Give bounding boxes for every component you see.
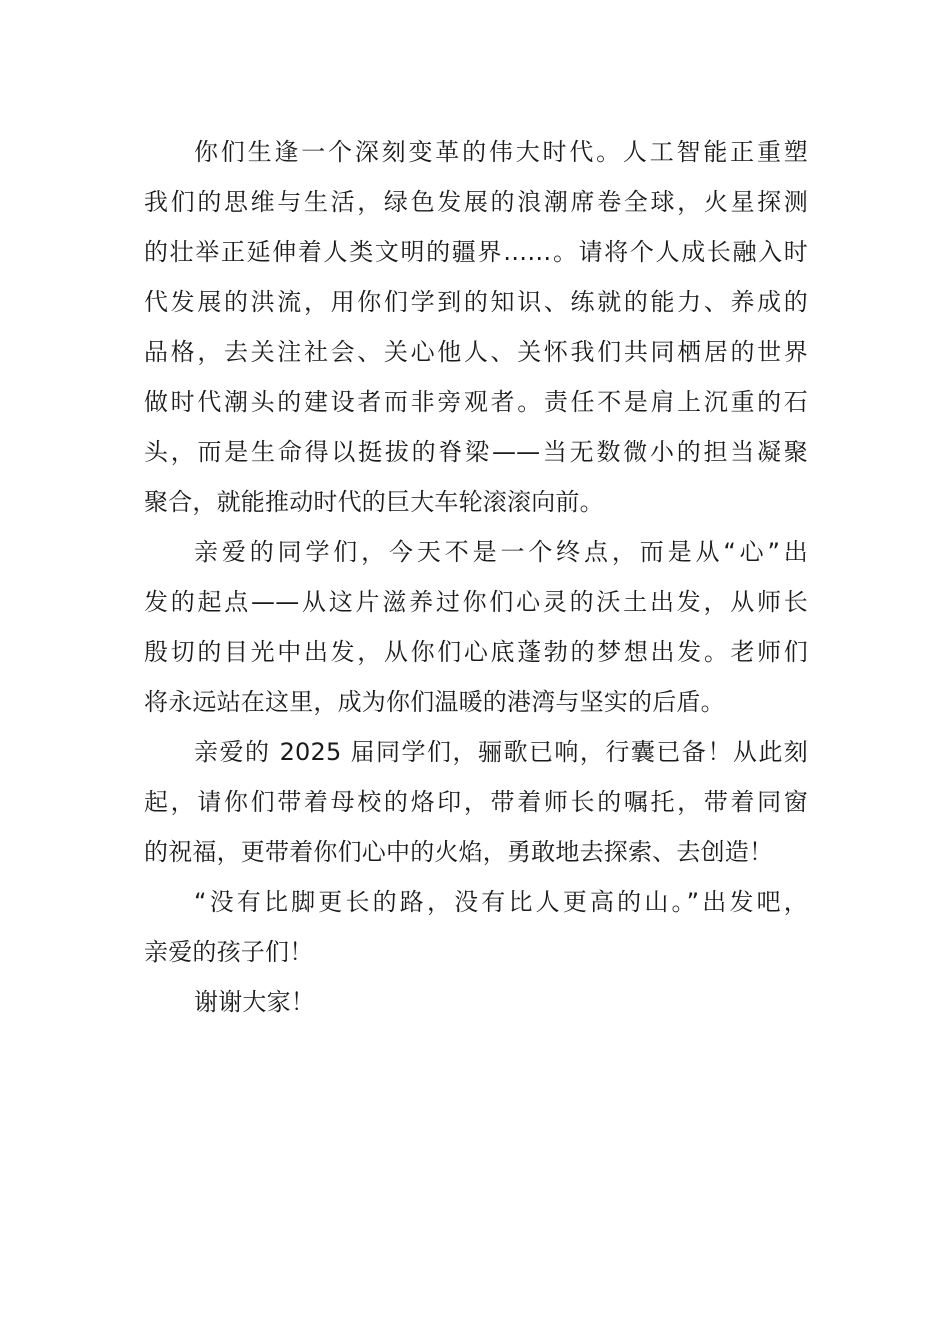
paragraph-line: 起，请你们带着母校的烙印，带着师长的嘱托，带着同窗: [144, 788, 808, 816]
paragraph-line: “没有比脚更长的路，没有比人更高的山。”出发吧，: [194, 888, 808, 916]
paragraph-closing: [144, 977, 808, 1027]
paragraph-line: 亲爱的 2025 届同学们，骊歌已响，行囊已备！从此刻: [194, 738, 808, 766]
paragraph-line: 聚合，就能推动时代的巨大车轮滚滚向前。: [144, 488, 604, 516]
paragraph-line: 谢谢大家！: [194, 988, 315, 1016]
paragraph-era: [144, 127, 808, 527]
paragraph-class-2025: [144, 727, 808, 877]
paragraph-quote: [144, 877, 808, 977]
paragraph-line: 头，而是生命得以挺拔的脊梁——当无数微小的担当凝聚: [144, 438, 808, 466]
paragraph-line: 你们生逢一个深刻变革的伟大时代。人工智能正重塑: [194, 138, 808, 166]
paragraph-line: 亲爱的孩子们！: [144, 938, 314, 966]
paragraph-departure: [144, 527, 808, 727]
paragraph-line: 我们的思维与生活，绿色发展的浪潮席卷全球，火星探测: [144, 188, 808, 216]
paragraph-line: 品格，去关注社会、关心他人、关怀我们共同栖居的世界: [144, 338, 808, 366]
paragraph-line: 做时代潮头的建设者而非旁观者。责任不是肩上沉重的石: [144, 388, 808, 416]
paragraph-line: 将永远站在这里，成为你们温暖的港湾与坚实的后盾。: [144, 688, 725, 716]
document-body: [144, 127, 808, 1027]
paragraph-line: 亲爱的同学们，今天不是一个终点，而是从“心”出: [194, 538, 808, 566]
paragraph-line: 的壮举正延伸着人类文明的疆界……。请将个人成长融入时: [144, 238, 808, 266]
paragraph-line: 发的起点——从这片滋养过你们心灵的沃土出发，从师长: [144, 588, 808, 616]
paragraph-line: 殷切的目光中出发，从你们心底蓬勃的梦想出发。老师们: [144, 638, 808, 666]
paragraph-line: 的祝福，更带着你们心中的火焰，勇敢地去探索、去创造！: [144, 838, 774, 866]
paragraph-line: 代发展的洪流，用你们学到的知识、练就的能力、养成的: [144, 288, 808, 316]
